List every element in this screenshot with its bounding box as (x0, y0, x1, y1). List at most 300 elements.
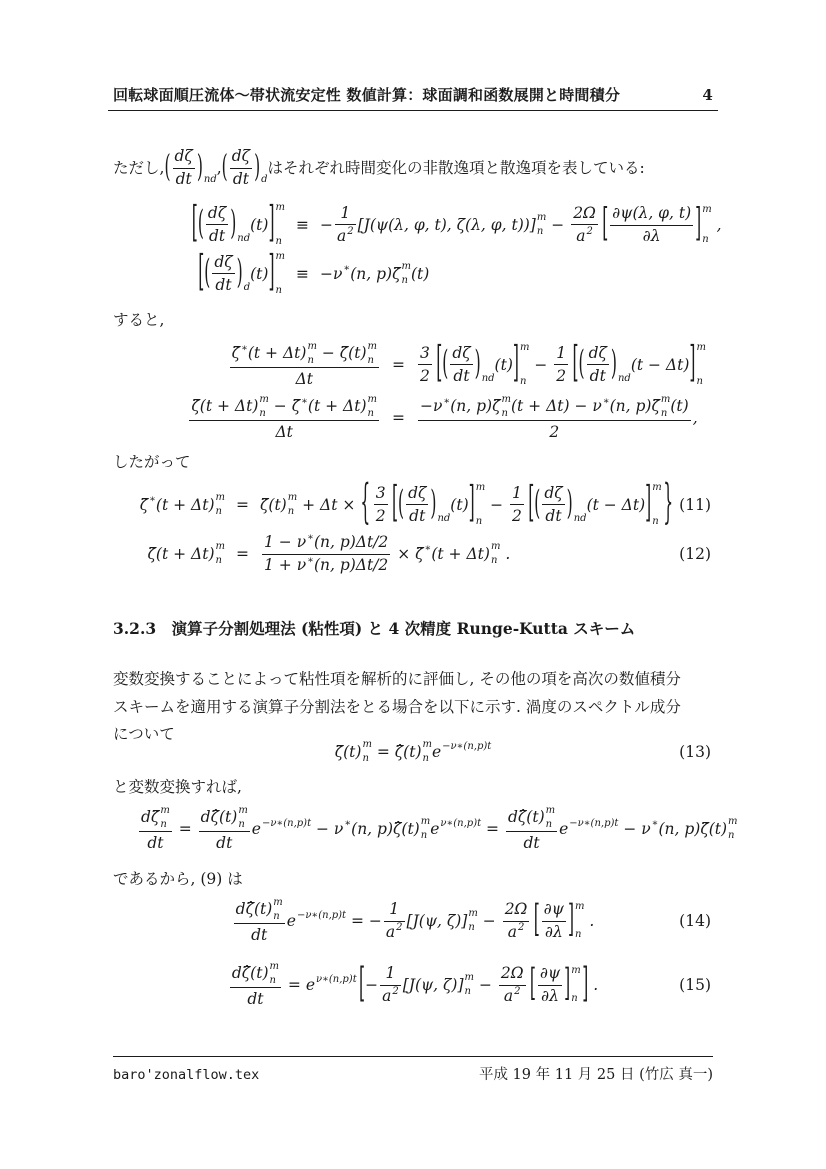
subscript: n (420, 830, 428, 841)
math-scripts (343, 264, 350, 283)
fraction-denominator (407, 507, 427, 526)
math-text: dt (453, 366, 470, 385)
math-text: − (485, 495, 509, 514)
subscript: n (696, 375, 703, 387)
math-text: Δt (295, 369, 314, 388)
math-text: , (692, 409, 698, 427)
math-scripts (537, 213, 546, 237)
math-fraction (212, 253, 234, 294)
superscript: m (215, 492, 225, 503)
math-delimiter: ] (645, 478, 652, 528)
math-delimiter: } (663, 475, 674, 530)
superscript: m (652, 482, 662, 494)
math-text: − (529, 355, 553, 374)
math-text: (t − Δt) (586, 495, 646, 514)
math-delimiter: ] (268, 198, 275, 248)
math-delimiter: { (360, 475, 371, 530)
superscript: ∗ (241, 343, 248, 355)
math-scripts (482, 346, 495, 383)
math-scripts (307, 533, 314, 552)
math-delimiter: [ (529, 961, 536, 1005)
superscript: m (215, 541, 225, 552)
math-scripts (575, 902, 584, 941)
math-text: dt (247, 989, 264, 1008)
math-fraction (230, 342, 379, 389)
math-fraction (139, 806, 172, 853)
fraction-bar (554, 364, 568, 365)
math-text: (t) (670, 397, 689, 416)
display-equation-step1 (113, 336, 713, 394)
subscript: n (519, 375, 527, 387)
math-text: 1 + ν (264, 556, 307, 575)
superscript: ∗ (344, 818, 352, 830)
math-text: (t + Δt) (431, 545, 490, 563)
superscript: −ν∗(n,p)t (261, 817, 312, 829)
fraction-numerator (387, 900, 401, 919)
fraction-denominator (418, 367, 432, 386)
fraction-numerator (506, 806, 557, 830)
display-equation-step2 (113, 392, 713, 444)
math-fraction (189, 395, 379, 442)
equation-rhs (320, 200, 722, 246)
superscript: ∗ (307, 531, 314, 543)
math-text: (t) (250, 264, 269, 283)
fraction-numerator (230, 342, 379, 366)
page-footer (113, 1063, 713, 1084)
math-text: ∂ψ (543, 900, 564, 919)
math-text: − ζ̃(t) (316, 344, 367, 363)
math-text: × ζ̃ (392, 545, 424, 563)
math-fraction (418, 395, 691, 442)
math-text: (t + Δt) − ν (510, 397, 602, 416)
equation-number: (14) (679, 912, 711, 930)
math-text: Δt (275, 422, 293, 441)
math-scripts (501, 395, 510, 419)
math-scripts (237, 206, 250, 243)
superscript: 2 (347, 225, 354, 237)
superscript: ∗ (149, 494, 156, 506)
fraction-bar (230, 168, 252, 169)
math-text: (t − Δt) (630, 355, 690, 374)
subscript: n (536, 226, 544, 237)
subscript: n (367, 407, 374, 419)
fraction-numerator (173, 147, 195, 166)
subscript: n (702, 234, 709, 246)
fraction-denominator (145, 834, 165, 853)
relation-symbol: = (392, 356, 405, 374)
math-text: 1 (389, 900, 400, 919)
subscript: nd (437, 512, 451, 524)
fraction-numerator (230, 147, 252, 166)
math-text: a (385, 923, 396, 941)
math-delimiter: [ (528, 478, 535, 528)
superscript: m (660, 393, 671, 405)
equation-rhs (260, 475, 674, 530)
superscript: ∗ (443, 396, 451, 408)
fraction-numerator (230, 962, 281, 986)
math-fraction (199, 806, 250, 853)
superscript: m (362, 739, 372, 750)
superscript: 2 (392, 986, 399, 997)
math-text: 2 (512, 506, 522, 525)
math-scripts (392, 987, 398, 1006)
math-delimiter: ( (221, 148, 228, 185)
math-scripts (316, 975, 357, 996)
math-text: (n, p)ζ̂(t) (351, 820, 420, 838)
math-scripts (443, 397, 450, 416)
math-fraction (380, 964, 401, 1005)
math-text: dt (208, 226, 226, 245)
fraction-bar (503, 921, 530, 922)
superscript: m (545, 804, 556, 816)
math-text: a (576, 227, 586, 245)
fraction-bar (139, 831, 172, 832)
math-delimiter: ) (196, 148, 203, 185)
math-delimiter: ] (512, 338, 519, 388)
fraction-denominator (543, 507, 563, 526)
math-text: 1 (385, 964, 396, 983)
math-delimiter: ) (230, 203, 237, 244)
fraction-numerator (542, 484, 564, 503)
fraction-denominator (506, 923, 527, 942)
math-fraction (406, 484, 428, 525)
math-text: dζ (544, 484, 563, 503)
relation-symbol: ≡ (296, 216, 309, 234)
math-scripts (216, 542, 225, 566)
subscript: n (287, 505, 295, 517)
math-scripts (368, 395, 377, 419)
fraction-bar (571, 224, 598, 225)
subscript: d (243, 281, 251, 293)
fraction-numerator (542, 900, 566, 919)
fraction-numerator (189, 395, 379, 419)
math-text: [J(ψ, ζ)] (402, 976, 464, 994)
display-equation-defs-nd (113, 197, 735, 253)
fraction-denominator (539, 987, 561, 1006)
math-scripts (344, 819, 351, 838)
math-delimiter: ) (474, 343, 481, 384)
math-text: (t + Δt) (307, 397, 367, 416)
math-scripts (661, 395, 670, 419)
math-text: (t) (410, 265, 430, 283)
superscript: m (160, 804, 170, 816)
math-text: e (559, 820, 569, 838)
math-text: (t) (250, 215, 269, 234)
subscript: n (275, 235, 282, 247)
superscript: m (468, 908, 478, 919)
fraction-bar (173, 168, 195, 169)
math-text: = − (346, 912, 382, 930)
relation-symbol: = (236, 496, 249, 514)
fraction-bar (206, 224, 228, 225)
fraction-numerator (374, 484, 388, 503)
math-text: −ν (320, 265, 343, 283)
superscript: −ν∗(n,p)t (442, 740, 492, 752)
subscript: n (215, 506, 222, 517)
math-scripts (276, 252, 285, 295)
subscript: n (652, 515, 659, 527)
subscript: n (464, 986, 471, 997)
math-fraction (230, 962, 281, 1009)
equation-body (335, 740, 492, 764)
footer-date: 平成 19 年 11 月 25 日 (竹広 真一) (478, 1067, 713, 1083)
math-scripts (440, 819, 481, 840)
fraction-bar (510, 504, 524, 505)
math-scripts (276, 203, 285, 246)
math-fraction (206, 204, 228, 245)
math-scripts (569, 819, 618, 840)
paragraph-shitagatte: したがって (113, 453, 191, 471)
math-text: dζ̂(t) (231, 964, 269, 983)
fraction-bar (542, 921, 566, 922)
equation-lhs (135, 198, 285, 248)
superscript: ∗ (343, 263, 351, 275)
equation-number: (15) (679, 976, 711, 994)
math-text: −ν (420, 397, 443, 416)
math-text: ∂λ (642, 227, 661, 245)
fraction-numerator (383, 964, 397, 983)
math-text: 2 (556, 366, 567, 385)
math-text: (n, p)Δt/2 (313, 533, 389, 552)
equation-rhs (260, 533, 510, 576)
superscript: 2 (517, 922, 525, 933)
math-scripts (603, 397, 610, 416)
subscript: n (259, 407, 266, 419)
fraction-denominator (380, 987, 401, 1006)
math-delimiter: ] (564, 961, 571, 1005)
math-fraction (374, 484, 388, 525)
math-delimiter: [ (572, 338, 579, 388)
math-delimiter: ) (566, 483, 573, 524)
math-scripts (204, 151, 217, 185)
superscript: ν∗(n,p)t (440, 817, 482, 829)
subscript: n (575, 929, 582, 941)
math-scripts (396, 923, 402, 942)
math-delimiter: [ (198, 247, 205, 297)
math-text: − (474, 976, 497, 994)
math-text: dζ (408, 484, 427, 503)
page-header (113, 84, 713, 105)
equation-lhs (113, 493, 225, 517)
math-scripts (546, 806, 555, 830)
running-title: 回転球面順圧流体～帯状流安定性 数値計算：球面調和函数展開と時間積分 (113, 86, 621, 104)
math-text: dζ (207, 204, 227, 223)
fraction-denominator (510, 507, 524, 526)
fraction-denominator (273, 423, 294, 442)
fraction-denominator (374, 507, 388, 526)
math-scripts (476, 483, 485, 526)
fraction-denominator (547, 423, 561, 442)
math-text: [J(ψ, ζ)] (406, 912, 468, 930)
math-scripts (442, 742, 491, 763)
math-text: − (365, 976, 379, 994)
fraction-numerator (206, 204, 228, 223)
math-fraction (510, 484, 524, 525)
math-fraction (335, 204, 356, 246)
equation-lhs (113, 395, 381, 442)
math-text: dt (589, 366, 606, 385)
superscript: m (696, 342, 706, 354)
math-scripts (618, 346, 631, 383)
page-number: 4 (702, 86, 713, 104)
fraction-numerator (554, 344, 568, 363)
math-text: (n, p)Δt/2 (313, 556, 389, 575)
subscript: n (362, 753, 369, 764)
superscript: ∗ (651, 818, 659, 830)
math-fraction (587, 344, 609, 385)
math-text: (n, p)ζ̃ (350, 265, 401, 283)
superscript: m (275, 251, 285, 263)
math-text: + Δt × (297, 495, 361, 514)
fraction-denominator (521, 834, 541, 853)
equation-rhs (320, 262, 429, 286)
paragraph-line: 変数変換することによって粘性項を解析的に評価し, その他の項を高次の数値積分 (113, 670, 681, 688)
math-text: (n, p)ζ̃(t) (658, 820, 728, 838)
math-text: ζ̃(t + Δt) (147, 545, 215, 563)
math-text: ζ̃(t + Δt) (191, 397, 259, 416)
display-equation-13 (113, 737, 713, 767)
math-text: dt (251, 925, 268, 944)
math-delimiter: [ (191, 198, 198, 248)
equation-number: (13) (679, 743, 711, 761)
fraction-numerator (538, 964, 562, 983)
subscript: n (238, 818, 245, 830)
math-delimiter: [ (602, 200, 609, 246)
fraction-numerator (587, 344, 609, 363)
fraction-denominator (174, 170, 194, 189)
math-text: . (584, 912, 595, 930)
math-text: a (337, 227, 347, 245)
math-scripts (465, 973, 474, 997)
fraction-denominator (262, 556, 390, 575)
math-scripts (571, 966, 580, 1005)
fraction-bar (234, 923, 285, 924)
math-text: 1 (512, 484, 522, 503)
superscript: m (259, 393, 269, 405)
math-delimiter: ) (254, 148, 261, 185)
math-fraction (571, 204, 598, 246)
superscript: ∗ (307, 555, 314, 566)
math-scripts (288, 493, 297, 517)
math-text: dζ (452, 344, 471, 363)
math-scripts (468, 909, 477, 933)
fraction-bar (610, 225, 693, 226)
fraction-denominator (384, 923, 405, 942)
math-fraction (554, 344, 568, 385)
math-scripts (702, 205, 711, 245)
math-text: dt (215, 275, 232, 294)
fraction-bar (189, 420, 379, 421)
subscript: n (401, 275, 408, 286)
math-text: = (481, 820, 504, 838)
paragraph-line: について (113, 725, 175, 743)
math-text: ∂ψ(λ, φ, t) (612, 204, 692, 223)
fraction-numerator (610, 204, 693, 223)
math-delimiter: ) (430, 483, 437, 524)
fraction-bar (499, 985, 526, 986)
math-scripts (514, 987, 520, 1006)
math-text: ζ̃ (139, 496, 149, 514)
subscript: d (261, 174, 268, 186)
paragraph-text: はそれぞれ時間変化の非散逸項と散逸項を表している: (267, 158, 645, 177)
math-text: − (320, 216, 333, 234)
math-text: (t + Δt) (247, 344, 307, 363)
fraction-denominator (245, 990, 265, 1009)
superscript: m (575, 900, 585, 912)
fraction-denominator (543, 923, 565, 942)
math-scripts (368, 342, 377, 366)
superscript: m (401, 261, 411, 272)
math-delimiter: ) (610, 343, 617, 384)
math-scripts (652, 819, 659, 838)
math-text: a (503, 987, 514, 1005)
fraction-numerator (418, 395, 691, 419)
fraction-bar (506, 831, 557, 832)
display-equation-15 (113, 956, 713, 1014)
math-text: dζ̃ (141, 808, 160, 827)
subscript: n (545, 818, 553, 830)
math-delimiter: ( (164, 148, 171, 185)
math-scripts (297, 911, 346, 932)
paragraph-suruto: すると, (113, 311, 165, 329)
math-text: 3 (420, 344, 430, 363)
subscript: n (269, 974, 276, 986)
fraction-denominator (231, 170, 251, 189)
math-scripts (652, 483, 661, 526)
superscript: m (269, 960, 279, 972)
superscript: 2 (586, 225, 593, 237)
math-text: 2 (375, 506, 386, 525)
fraction-denominator (502, 987, 523, 1006)
inline-equation (164, 147, 216, 188)
math-delimiter: ( (442, 343, 449, 384)
fraction-numerator (212, 253, 234, 272)
math-text: ζ̃(t) (334, 743, 362, 761)
superscript: 2 (514, 986, 521, 997)
paragraph-line: スキームを適用する演算子分割法をとる場合を以下に示す. 渦度のスペクトル成分 (113, 697, 681, 716)
fraction-bar (406, 504, 428, 505)
math-delimiter: ] (689, 338, 696, 388)
display-equation-11 (113, 475, 713, 535)
equation-number: (11) (679, 496, 711, 514)
fraction-numerator (199, 806, 250, 830)
math-delimiter: ] (268, 247, 275, 297)
subscript: n (422, 753, 429, 764)
math-text: . (500, 545, 511, 563)
superscript: m (536, 212, 547, 223)
math-delimiter: ] (582, 959, 589, 1007)
paragraph-text: ただし, (113, 158, 165, 177)
footer-rule (113, 1056, 713, 1057)
fraction-bar (450, 364, 472, 365)
math-delimiter: ( (534, 483, 541, 524)
fraction-denominator (249, 926, 269, 945)
math-text: dζ (231, 147, 251, 166)
math-scripts (307, 556, 314, 575)
math-fraction (503, 900, 530, 941)
math-fraction (542, 900, 566, 941)
fraction-denominator (294, 370, 315, 389)
math-text: dζ̂(t) (507, 808, 545, 827)
math-text: = (173, 820, 197, 838)
subscript: n (367, 354, 374, 366)
fraction-bar (542, 504, 564, 505)
superscript: m (464, 972, 475, 983)
math-delimiter: ( (197, 203, 204, 244)
subscript: n (273, 910, 280, 922)
superscript: ν∗(n,p)t (316, 973, 357, 985)
fraction-bar (230, 367, 379, 368)
